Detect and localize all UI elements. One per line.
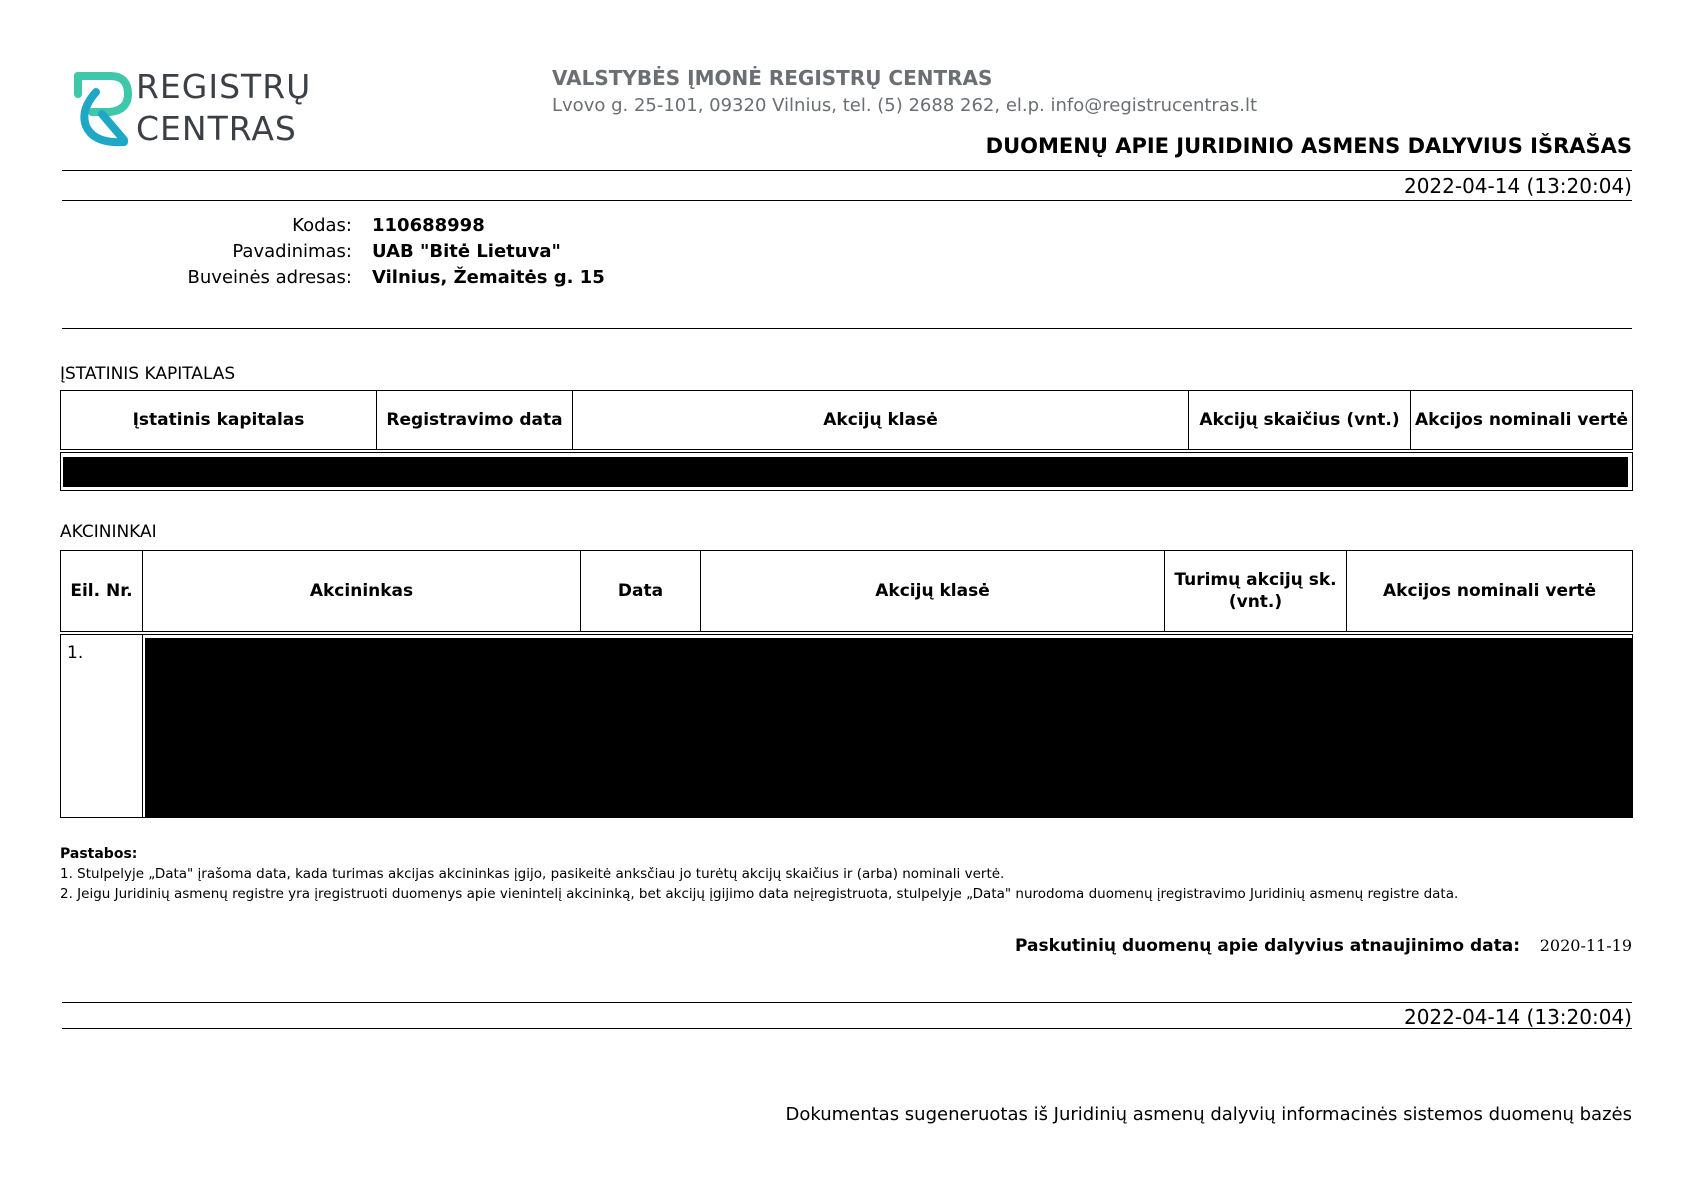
notes — [60, 844, 1458, 904]
header-divider-bottom — [62, 200, 1632, 201]
logo-text-line2: CENTRAS — [136, 109, 297, 148]
address-label: Buveinės adresas: — [187, 267, 352, 288]
capital-col-header: Akcijų skaičius (vnt.) — [1189, 391, 1411, 451]
header-date-stamp: 2022-04-14 (13:20:04) — [1403, 174, 1632, 198]
footer-divider-bottom — [62, 1028, 1632, 1029]
shareholders-col-header: Akcininkas — [143, 551, 581, 633]
document-title: DUOMENŲ APIE JURIDINIO ASMENS DALYVIUS IŠRAŠAS — [985, 134, 1632, 158]
entity-name: UAB "Bitė Lietuva" — [372, 241, 561, 262]
capital-col-header: Akcijų klasė — [573, 391, 1189, 451]
row-number: 1. — [61, 633, 143, 818]
shareholders-col-header: Akcijos nominali vertė — [1347, 551, 1633, 633]
footer-date-stamp: 2022-04-14 (13:20:04) — [1403, 1005, 1632, 1029]
logo-mark-icon — [72, 70, 134, 148]
capital-col-header: Registravimo data — [377, 391, 573, 451]
header-divider — [62, 170, 1632, 171]
shareholders-table — [60, 550, 1633, 818]
organization-address: Lvovo g. 25-101, 09320 Vilnius, tel. (5) 2688 262, el.p. info@registrucentras.lt — [552, 95, 1258, 116]
name-label: Pavadinimas: — [232, 241, 352, 262]
footer-divider — [62, 1002, 1632, 1003]
shareholder-row-data — [143, 633, 1633, 818]
capital-col-header: Įstatinis kapitalas — [61, 391, 377, 451]
shareholders-col-header: Eil. Nr. — [61, 551, 143, 633]
shareholders-col-header: Turimų akcijų sk. (vnt.) — [1165, 551, 1347, 633]
last-update-label: Paskutinių duomenų apie dalyvius atnaujinimo data: — [1015, 936, 1520, 956]
logo-text-line1: REGISTRŲ — [136, 67, 312, 106]
entity-address: Vilnius, Žemaitės g. 15 — [372, 267, 605, 288]
code-label: Kodas: — [292, 215, 352, 236]
entity-code: 110688998 — [372, 215, 485, 236]
shareholders-section-title: AKCININKAI — [60, 522, 157, 542]
table-row — [61, 633, 1633, 818]
capital-row — [61, 451, 1633, 491]
footer-text: Dokumentas sugeneruotas iš Juridinių asmenų dalyvių informacinės sistemos duomenų bazės — [785, 1104, 1632, 1125]
capital-table — [60, 390, 1633, 491]
note-item: 2. Jeigu Juridinių asmenų registre yra įregistruoti duomenys apie vienintelį akcininką, bet akcijų įgijimo data neįregistruota, stulpelyje „Data" nurodoma duomenų įregistravimo Juridinių asmenų registre data. — [60, 886, 1459, 902]
organization-name: VALSTYBĖS ĮMONĖ REGISTRŲ CENTRAS — [552, 66, 993, 90]
note-item: 1. Stulpelyje „Data" įrašoma data, kada turimas akcijas akcininkas įgijo, pasikeitė anksčiau jo turėtų akcijų skaičius ir (arba) nominali vertė. — [60, 866, 1005, 882]
shareholders-col-header: Akcijų klasė — [701, 551, 1165, 633]
redacted-block — [145, 638, 1632, 817]
info-divider — [62, 328, 1632, 329]
notes-title: Pastabos: — [60, 846, 138, 862]
last-update-value: 2020-11-19 — [1539, 936, 1632, 955]
shareholders-col-header: Data — [581, 551, 701, 633]
redacted-block — [63, 457, 1628, 487]
registru-centras-logo — [72, 68, 312, 152]
capital-col-header: Akcijos nominali vertė — [1411, 391, 1633, 451]
capital-section-title: ĮSTATINIS KAPITALAS — [60, 364, 236, 384]
